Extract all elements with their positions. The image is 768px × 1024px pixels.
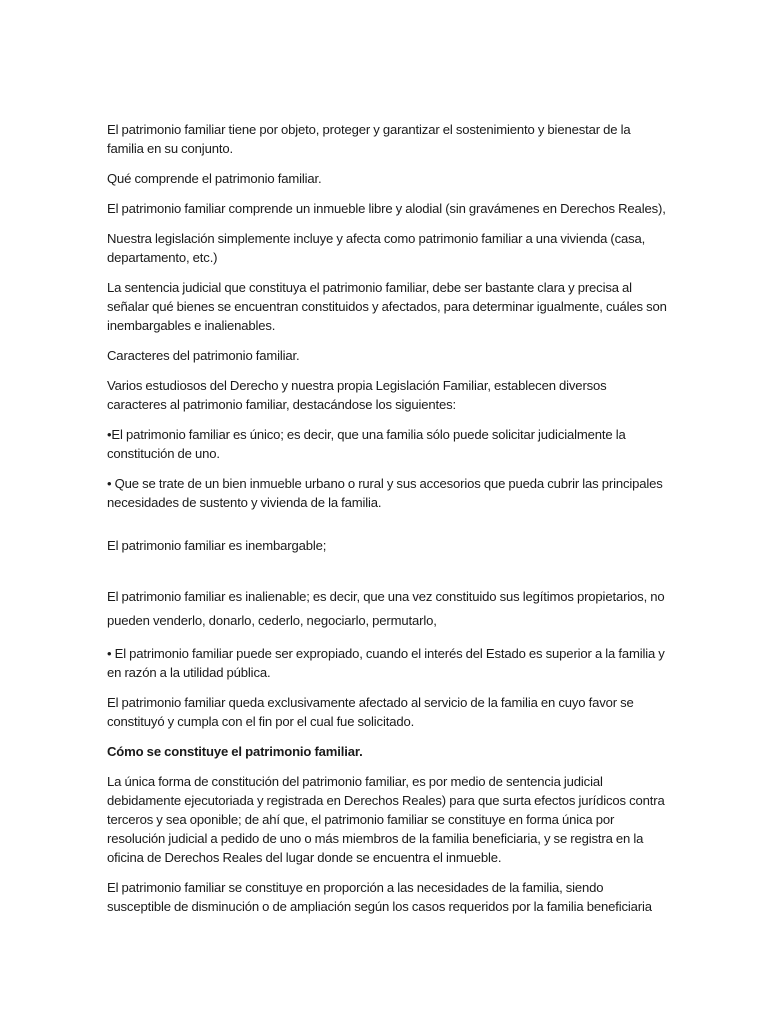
paragraph-proporcion: El patrimonio familiar se constituye en proporción a las necesidades de la familia, siendo susceptible de disminución o de ampliación según los casos requeridos por la familia beneficiaria bbox=[107, 880, 652, 914]
list-item-inalienable: El patrimonio familiar es inalienable; es decir, que una vez constituido sus legítimos propietarios, no pueden venderlo, donarlo, cederlo, negociarlo, permutarlo, bbox=[107, 589, 665, 628]
paragraph-sentencia: La sentencia judicial que constituya el patrimonio familiar, debe ser bastante clara y precisa al señalar qué bienes se encuentran constituidos y afectados, para determinar igualmente, cuáles son inembargables e inalienables. bbox=[107, 280, 667, 333]
paragraph-objeto: El patrimonio familiar tiene por objeto, proteger y garantizar el sostenimiento y bienestar de la familia en su conjunto. bbox=[107, 122, 631, 156]
paragraph-que-comprende: Qué comprende el patrimonio familiar. bbox=[107, 171, 322, 186]
list-item-inembargable: El patrimonio familiar es inembargable; bbox=[107, 538, 327, 553]
list-item-unico: •El patrimonio familiar es único; es decir, que una familia sólo puede solicitar judicialmente la constitución de uno. bbox=[107, 427, 626, 461]
section-heading-constitucion: Cómo se constituye el patrimonio familiar. bbox=[107, 744, 363, 759]
document-body bbox=[107, 120, 667, 927]
paragraph-caracteres-heading: Caracteres del patrimonio familiar. bbox=[107, 348, 300, 363]
paragraph-afectado: El patrimonio familiar queda exclusivamente afectado al servicio de la familia en cuyo favor se constituyó y cumpla con el fin por el cual fue solicitado. bbox=[107, 695, 634, 729]
paragraph-unica-forma: La única forma de constitución del patrimonio familiar, es por medio de sentencia judicial debidamente ejecutoriada y registrada en Derechos Reales) para que surta efectos jurídicos contra terceros y sea oponible; de ahí que, el patrimonio familiar se constituye en forma única por resolución judicial a pedido de uno o más miembros de la familia beneficiaria, y se registra en la oficina de Derechos Reales del lugar donde se encuentra el inmueble. bbox=[107, 774, 665, 865]
list-item-expropiado: • El patrimonio familiar puede ser expropiado, cuando el interés del Estado es superior a la familia y en razón a la utilidad pública. bbox=[107, 646, 665, 680]
paragraph-estudiosos: Varios estudiosos del Derecho y nuestra propia Legislación Familiar, establecen diversos caracteres al patrimonio familiar, destacándose los siguientes: bbox=[107, 378, 607, 412]
paragraph-inmueble-libre: El patrimonio familiar comprende un inmueble libre y alodial (sin gravámenes en Derechos Reales), bbox=[107, 201, 666, 216]
paragraph-legislacion: Nuestra legislación simplemente incluye y afecta como patrimonio familiar a una vivienda (casa, departamento, etc.) bbox=[107, 231, 646, 265]
list-item-bien-inmueble: • Que se trate de un bien inmueble urbano o rural y sus accesorios que pueda cubrir las principales necesidades de sustento y vivienda de la familia. bbox=[107, 476, 663, 510]
